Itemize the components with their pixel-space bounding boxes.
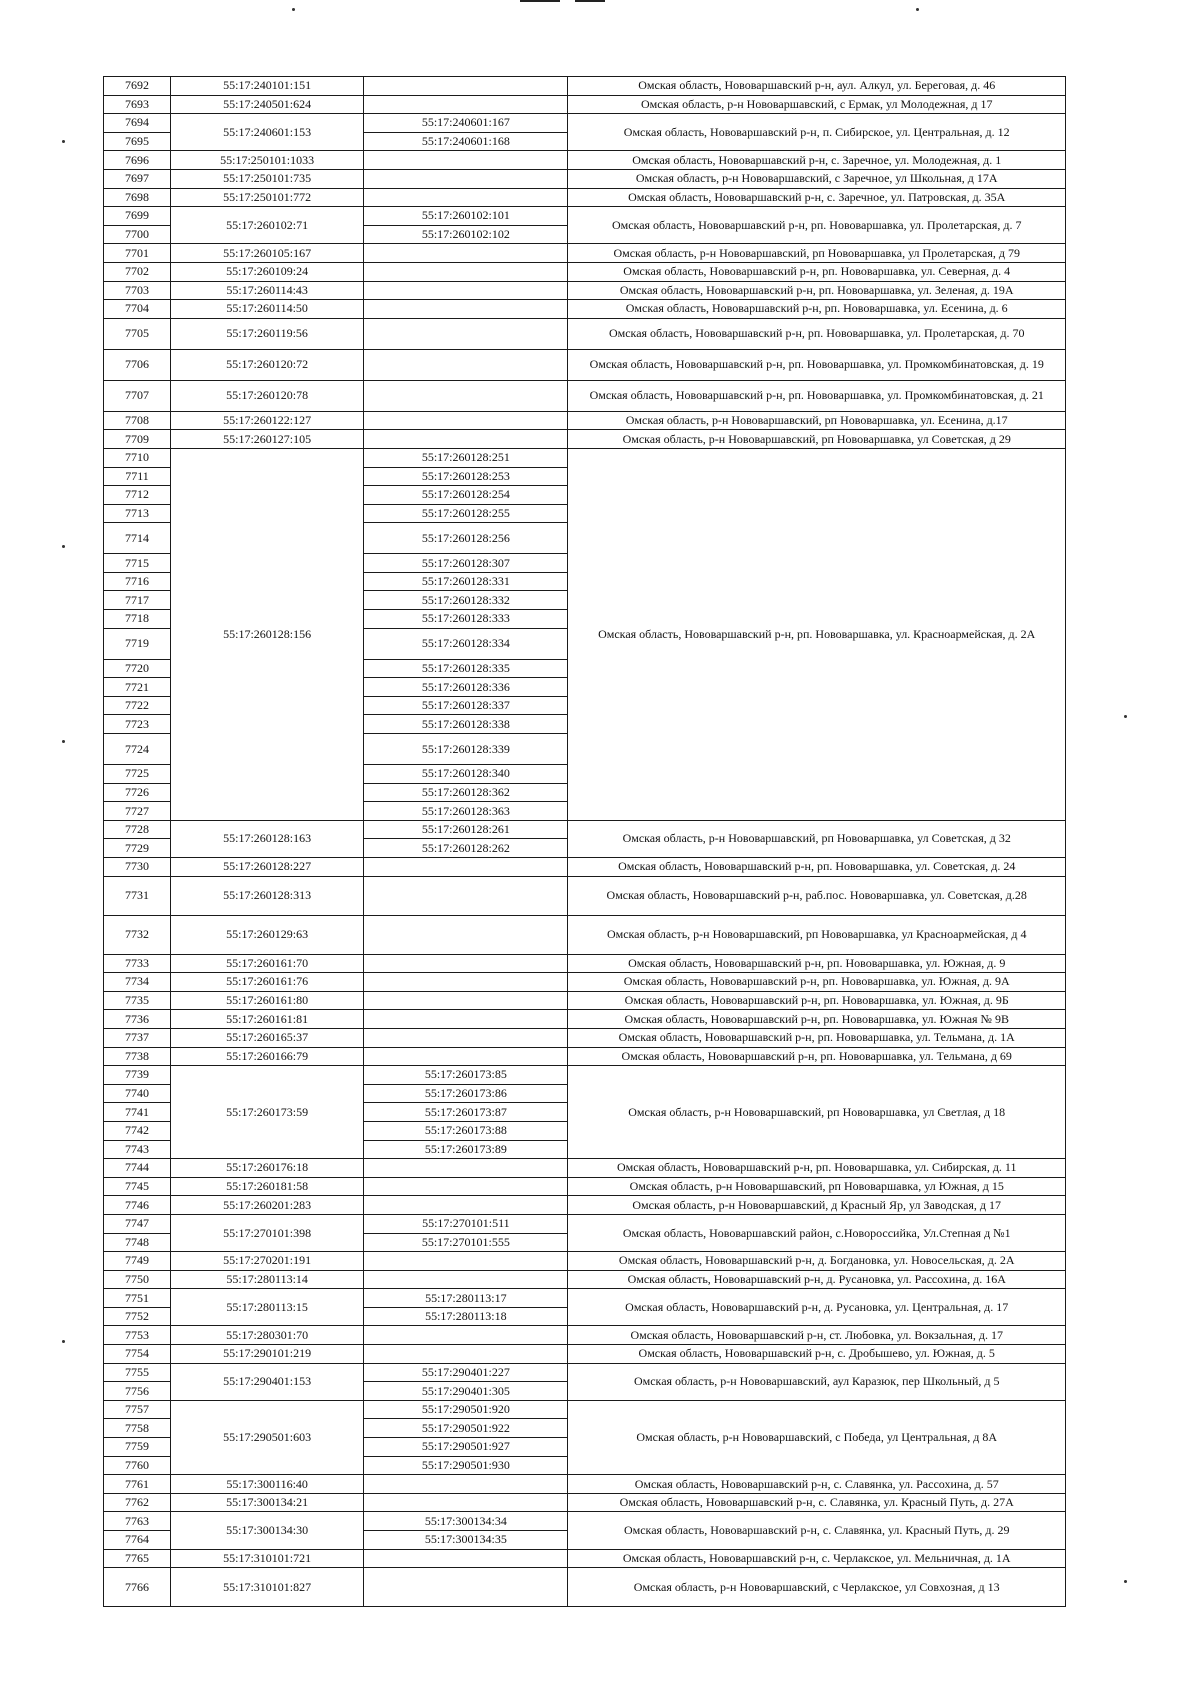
row-number-cell: 7714 bbox=[104, 523, 171, 554]
address-cell: Омская область, Нововаршавский р-н, с. Славянка, ул. Рассохина, д. 57 bbox=[568, 1475, 1066, 1494]
row-number-cell: 7717 bbox=[104, 591, 171, 610]
row-number-cell: 7758 bbox=[104, 1419, 171, 1438]
row-number-cell: 7751 bbox=[104, 1289, 171, 1308]
sub-cadastral-number-cell: 55:17:260128:261 bbox=[364, 820, 568, 839]
sub-cadastral-number-cell: 55:17:260128:331 bbox=[364, 572, 568, 591]
address-cell: Омская область, Нововаршавский р-н, п. Сибирское, ул. Центральная, д. 12 bbox=[568, 114, 1066, 151]
row-number-cell: 7724 bbox=[104, 734, 171, 765]
address-cell: Омская область, р-н Нововаршавский, с Заречное, ул Школьная, д 17А bbox=[568, 169, 1066, 188]
table-row bbox=[104, 876, 1066, 915]
address-cell: Омская область, Нововаршавский р-н, с. Заречное, ул. Молодежная, д. 1 bbox=[568, 151, 1066, 170]
table-row bbox=[104, 1066, 1066, 1085]
sub-cadastral-number-cell: 55:17:260173:87 bbox=[364, 1103, 568, 1122]
address-cell: Омская область, Нововаршавский р-н, ст. Любовка, ул. Вокзальная, д. 17 bbox=[568, 1326, 1066, 1345]
address-cell: Омская область, Нововаршавский район, с.Новороссийка, Ул.Степная д №1 bbox=[568, 1214, 1066, 1251]
cadastral-number-cell: 55:17:300134:30 bbox=[171, 1512, 364, 1549]
empty-sub-cadastral-cell bbox=[364, 973, 568, 992]
empty-sub-cadastral-cell bbox=[364, 262, 568, 281]
cadastral-number-cell: 55:17:250101:735 bbox=[171, 169, 364, 188]
row-number-cell: 7753 bbox=[104, 1326, 171, 1345]
row-number-cell: 7731 bbox=[104, 876, 171, 915]
scan-speck bbox=[1124, 715, 1127, 718]
address-cell: Омская область, Нововаршавский р-н, рп. Нововаршавка, ул. Красноармейская, д. 2А bbox=[568, 448, 1066, 820]
table-row bbox=[104, 448, 1066, 467]
row-number-cell: 7699 bbox=[104, 207, 171, 226]
row-number-cell: 7711 bbox=[104, 467, 171, 486]
row-number-cell: 7740 bbox=[104, 1084, 171, 1103]
address-cell: Омская область, Нововаршавский р-н, рп. Нововаршавка, ул. Южная № 9В bbox=[568, 1010, 1066, 1029]
address-cell: Омская область, р-н Нововаршавский, рп Нововаршавка, ул Советская, д 29 bbox=[568, 430, 1066, 449]
table-row bbox=[104, 1475, 1066, 1494]
row-number-cell: 7695 bbox=[104, 132, 171, 151]
empty-sub-cadastral-cell bbox=[364, 1010, 568, 1029]
row-number-cell: 7760 bbox=[104, 1456, 171, 1475]
row-number-cell: 7697 bbox=[104, 169, 171, 188]
table-row bbox=[104, 1047, 1066, 1066]
table-row bbox=[104, 1363, 1066, 1382]
address-cell: Омская область, Нововаршавский р-н, д. Русановка, ул. Центральная, д. 17 bbox=[568, 1289, 1066, 1326]
cadastral-number-cell: 55:17:260201:283 bbox=[171, 1196, 364, 1215]
address-cell: Омская область, Нововаршавский р-н, рп. Нововаршавка, ул. Есенина, д. 6 bbox=[568, 300, 1066, 319]
empty-sub-cadastral-cell bbox=[364, 349, 568, 380]
address-cell: Омская область, Нововаршавский р-н, рп. Нововаршавка, ул. Южная, д. 9А bbox=[568, 973, 1066, 992]
sub-cadastral-number-cell: 55:17:260128:256 bbox=[364, 523, 568, 554]
table-row bbox=[104, 114, 1066, 133]
empty-sub-cadastral-cell bbox=[364, 1028, 568, 1047]
empty-sub-cadastral-cell bbox=[364, 188, 568, 207]
row-number-cell: 7766 bbox=[104, 1568, 171, 1607]
cadastral-number-cell: 55:17:290401:153 bbox=[171, 1363, 364, 1400]
address-cell: Омская область, р-н Нововаршавский, аул Каразюк, пер Школьный, д 5 bbox=[568, 1363, 1066, 1400]
cadastral-number-cell: 55:17:310101:827 bbox=[171, 1568, 364, 1607]
cadastral-number-cell: 55:17:260105:167 bbox=[171, 244, 364, 263]
table-row bbox=[104, 1400, 1066, 1419]
row-number-cell: 7757 bbox=[104, 1400, 171, 1419]
address-cell: Омская область, Нововаршавский р-н, с. Славянка, ул. Красный Путь, д. 27А bbox=[568, 1493, 1066, 1512]
row-number-cell: 7743 bbox=[104, 1140, 171, 1159]
row-number-cell: 7745 bbox=[104, 1177, 171, 1196]
table-row bbox=[104, 411, 1066, 430]
address-cell: Омская область, р-н Нововаршавский, с Черлакское, ул Совхозная, д 13 bbox=[568, 1568, 1066, 1607]
table-row bbox=[104, 1512, 1066, 1531]
sub-cadastral-number-cell: 55:17:260128:332 bbox=[364, 591, 568, 610]
row-number-cell: 7721 bbox=[104, 678, 171, 697]
sub-cadastral-number-cell: 55:17:260128:363 bbox=[364, 802, 568, 821]
address-cell: Омская область, Нововаршавский р-н, рп. Нововаршавка, ул. Тельмана, д 69 bbox=[568, 1047, 1066, 1066]
row-number-cell: 7764 bbox=[104, 1531, 171, 1550]
table-row bbox=[104, 1289, 1066, 1308]
sub-cadastral-number-cell: 55:17:260128:334 bbox=[364, 628, 568, 659]
cadastral-number-cell: 55:17:280113:14 bbox=[171, 1270, 364, 1289]
address-cell: Омская область, Нововаршавский р-н, рп. Нововаршавка, ул. Пролетарская, д. 7 bbox=[568, 207, 1066, 244]
row-number-cell: 7707 bbox=[104, 380, 171, 411]
table-row bbox=[104, 1326, 1066, 1345]
sub-cadastral-number-cell: 55:17:260128:307 bbox=[364, 554, 568, 573]
empty-sub-cadastral-cell bbox=[364, 1047, 568, 1066]
row-number-cell: 7730 bbox=[104, 858, 171, 877]
row-number-cell: 7750 bbox=[104, 1270, 171, 1289]
empty-sub-cadastral-cell bbox=[364, 244, 568, 263]
address-cell: Омская область, р-н Нововаршавский, рп Нововаршавка, ул Красноармейская, д 4 bbox=[568, 915, 1066, 954]
table-row bbox=[104, 1177, 1066, 1196]
table-row bbox=[104, 1010, 1066, 1029]
row-number-cell: 7748 bbox=[104, 1233, 171, 1252]
empty-sub-cadastral-cell bbox=[364, 858, 568, 877]
cadastral-number-cell: 55:17:260128:313 bbox=[171, 876, 364, 915]
row-number-cell: 7716 bbox=[104, 572, 171, 591]
empty-sub-cadastral-cell bbox=[364, 991, 568, 1010]
row-number-cell: 7749 bbox=[104, 1252, 171, 1271]
cadastral-number-cell: 55:17:240101:151 bbox=[171, 77, 364, 96]
table-row bbox=[104, 262, 1066, 281]
row-number-cell: 7727 bbox=[104, 802, 171, 821]
sub-cadastral-number-cell: 55:17:260128:336 bbox=[364, 678, 568, 697]
cadastral-number-cell: 55:17:260114:50 bbox=[171, 300, 364, 319]
cadastral-number-cell: 55:17:280113:15 bbox=[171, 1289, 364, 1326]
sub-cadastral-number-cell: 55:17:260128:339 bbox=[364, 734, 568, 765]
address-cell: Омская область, Нововаршавский р-н, рп. Нововаршавка, ул. Сибирская, д. 11 bbox=[568, 1159, 1066, 1178]
table-row bbox=[104, 77, 1066, 96]
cadastral-number-cell: 55:17:260161:70 bbox=[171, 954, 364, 973]
row-number-cell: 7704 bbox=[104, 300, 171, 319]
cadastral-number-cell: 55:17:300134:21 bbox=[171, 1493, 364, 1512]
address-cell: Омская область, Нововаршавский р-н, рп. Нововаршавка, ул. Тельмана, д. 1А bbox=[568, 1028, 1066, 1047]
address-cell: Омская область, р-н Нововаршавский, рп Нововаршавка, ул Южная, д 15 bbox=[568, 1177, 1066, 1196]
empty-sub-cadastral-cell bbox=[364, 300, 568, 319]
row-number-cell: 7715 bbox=[104, 554, 171, 573]
table-row bbox=[104, 991, 1066, 1010]
cadastral-number-cell: 55:17:260161:80 bbox=[171, 991, 364, 1010]
row-number-cell: 7741 bbox=[104, 1103, 171, 1122]
address-cell: Омская область, Нововаршавский р-н, с. Дробышево, ул. Южная, д. 5 bbox=[568, 1345, 1066, 1364]
table-row bbox=[104, 349, 1066, 380]
cadastral-number-cell: 55:17:260161:76 bbox=[171, 973, 364, 992]
row-number-cell: 7712 bbox=[104, 486, 171, 505]
row-number-cell: 7729 bbox=[104, 839, 171, 858]
empty-sub-cadastral-cell bbox=[364, 151, 568, 170]
empty-sub-cadastral-cell bbox=[364, 1493, 568, 1512]
empty-sub-cadastral-cell bbox=[364, 1270, 568, 1289]
sub-cadastral-number-cell: 55:17:260128:333 bbox=[364, 610, 568, 629]
address-cell: Омская область, Нововаршавский р-н, с. Заречное, ул. Патровская, д. 35А bbox=[568, 188, 1066, 207]
table-row bbox=[104, 973, 1066, 992]
empty-sub-cadastral-cell bbox=[364, 1177, 568, 1196]
cadastral-number-cell: 55:17:260129:63 bbox=[171, 915, 364, 954]
table-row bbox=[104, 207, 1066, 226]
sub-cadastral-number-cell: 55:17:260128:254 bbox=[364, 486, 568, 505]
sub-cadastral-number-cell: 55:17:260128:255 bbox=[364, 504, 568, 523]
cadastral-number-cell: 55:17:240501:624 bbox=[171, 95, 364, 114]
table-row bbox=[104, 380, 1066, 411]
sub-cadastral-number-cell: 55:17:260128:362 bbox=[364, 783, 568, 802]
table-row bbox=[104, 1159, 1066, 1178]
row-number-cell: 7701 bbox=[104, 244, 171, 263]
address-cell: Омская область, р-н Нововаршавский, с Победа, ул Центральная, д 8А bbox=[568, 1400, 1066, 1474]
sub-cadastral-number-cell: 55:17:290501:922 bbox=[364, 1419, 568, 1438]
row-number-cell: 7700 bbox=[104, 225, 171, 244]
empty-sub-cadastral-cell bbox=[364, 77, 568, 96]
cadastral-number-cell: 55:17:300116:40 bbox=[171, 1475, 364, 1494]
table-row bbox=[104, 1345, 1066, 1364]
row-number-cell: 7705 bbox=[104, 318, 171, 349]
sub-cadastral-number-cell: 55:17:270101:555 bbox=[364, 1233, 568, 1252]
table-row bbox=[104, 820, 1066, 839]
row-number-cell: 7725 bbox=[104, 765, 171, 784]
sub-cadastral-number-cell: 55:17:260173:85 bbox=[364, 1066, 568, 1085]
sub-cadastral-number-cell: 55:17:290401:227 bbox=[364, 1363, 568, 1382]
cadastral-number-cell: 55:17:280301:70 bbox=[171, 1326, 364, 1345]
cadastral-number-cell: 55:17:290501:603 bbox=[171, 1400, 364, 1474]
row-number-cell: 7734 bbox=[104, 973, 171, 992]
row-number-cell: 7752 bbox=[104, 1307, 171, 1326]
row-number-cell: 7722 bbox=[104, 696, 171, 715]
sub-cadastral-number-cell: 55:17:260102:102 bbox=[364, 225, 568, 244]
empty-sub-cadastral-cell bbox=[364, 1326, 568, 1345]
table-row bbox=[104, 281, 1066, 300]
row-number-cell: 7762 bbox=[104, 1493, 171, 1512]
empty-sub-cadastral-cell bbox=[364, 318, 568, 349]
row-number-cell: 7755 bbox=[104, 1363, 171, 1382]
row-number-cell: 7738 bbox=[104, 1047, 171, 1066]
empty-sub-cadastral-cell bbox=[364, 411, 568, 430]
row-number-cell: 7759 bbox=[104, 1438, 171, 1457]
row-number-cell: 7698 bbox=[104, 188, 171, 207]
cadastral-registry-table bbox=[103, 76, 1066, 1607]
sub-cadastral-number-cell: 55:17:270101:511 bbox=[364, 1214, 568, 1233]
scan-edge-mark-right bbox=[575, 0, 605, 2]
registry-body bbox=[104, 77, 1066, 1607]
cadastral-number-cell: 55:17:290101:219 bbox=[171, 1345, 364, 1364]
cadastral-number-cell: 55:17:260119:56 bbox=[171, 318, 364, 349]
address-cell: Омская область, р-н Нововаршавский, рп Нововаршавка, ул Светлая, д 18 bbox=[568, 1066, 1066, 1159]
table-row bbox=[104, 95, 1066, 114]
address-cell: Омская область, Нововаршавский р-н, рп. Нововаршавка, ул. Промкомбинатовская, д. 19 bbox=[568, 349, 1066, 380]
row-number-cell: 7723 bbox=[104, 715, 171, 734]
row-number-cell: 7694 bbox=[104, 114, 171, 133]
cadastral-number-cell: 55:17:260120:72 bbox=[171, 349, 364, 380]
table-row bbox=[104, 318, 1066, 349]
table-row bbox=[104, 858, 1066, 877]
table-row bbox=[104, 915, 1066, 954]
row-number-cell: 7733 bbox=[104, 954, 171, 973]
address-cell: Омская область, р-н Нововаршавский, рп Нововаршавка, ул Пролетарская, д 79 bbox=[568, 244, 1066, 263]
address-cell: Омская область, Нововаршавский р-н, рп. Нововаршавка, ул. Северная, д. 4 bbox=[568, 262, 1066, 281]
table-row bbox=[104, 151, 1066, 170]
row-number-cell: 7763 bbox=[104, 1512, 171, 1531]
address-cell: Омская область, Нововаршавский р-н, д. Богдановка, ул. Новосельская, д. 2А bbox=[568, 1252, 1066, 1271]
cadastral-number-cell: 55:17:250101:1033 bbox=[171, 151, 364, 170]
table-row bbox=[104, 1028, 1066, 1047]
row-number-cell: 7728 bbox=[104, 820, 171, 839]
table-row bbox=[104, 1196, 1066, 1215]
scan-speck bbox=[1124, 1580, 1127, 1583]
row-number-cell: 7720 bbox=[104, 659, 171, 678]
sub-cadastral-number-cell: 55:17:260173:88 bbox=[364, 1121, 568, 1140]
cadastral-number-cell: 55:17:260176:18 bbox=[171, 1159, 364, 1178]
row-number-cell: 7747 bbox=[104, 1214, 171, 1233]
cadastral-number-cell: 55:17:260181:58 bbox=[171, 1177, 364, 1196]
row-number-cell: 7737 bbox=[104, 1028, 171, 1047]
row-number-cell: 7761 bbox=[104, 1475, 171, 1494]
table-row bbox=[104, 169, 1066, 188]
scan-speck bbox=[62, 740, 65, 743]
address-cell: Омская область, Нововаршавский р-н, с. Черлакское, ул. Мельничная, д. 1А bbox=[568, 1549, 1066, 1568]
row-number-cell: 7713 bbox=[104, 504, 171, 523]
sub-cadastral-number-cell: 55:17:240601:168 bbox=[364, 132, 568, 151]
cadastral-number-cell: 55:17:260165:37 bbox=[171, 1028, 364, 1047]
scan-speck bbox=[292, 8, 295, 11]
cadastral-number-cell: 55:17:260120:78 bbox=[171, 380, 364, 411]
row-number-cell: 7703 bbox=[104, 281, 171, 300]
cadastral-number-cell: 55:17:260128:227 bbox=[171, 858, 364, 877]
empty-sub-cadastral-cell bbox=[364, 1475, 568, 1494]
row-number-cell: 7718 bbox=[104, 610, 171, 629]
scan-speck bbox=[62, 1340, 65, 1343]
cadastral-number-cell: 55:17:250101:772 bbox=[171, 188, 364, 207]
row-number-cell: 7746 bbox=[104, 1196, 171, 1215]
empty-sub-cadastral-cell bbox=[364, 1549, 568, 1568]
row-number-cell: 7692 bbox=[104, 77, 171, 96]
row-number-cell: 7739 bbox=[104, 1066, 171, 1085]
sub-cadastral-number-cell: 55:17:300134:35 bbox=[364, 1531, 568, 1550]
row-number-cell: 7708 bbox=[104, 411, 171, 430]
empty-sub-cadastral-cell bbox=[364, 876, 568, 915]
table-row bbox=[104, 1493, 1066, 1512]
cadastral-number-cell: 55:17:310101:721 bbox=[171, 1549, 364, 1568]
sub-cadastral-number-cell: 55:17:260128:262 bbox=[364, 839, 568, 858]
empty-sub-cadastral-cell bbox=[364, 1568, 568, 1607]
address-cell: Омская область, Нововаршавский р-н, рп. Нововаршавка, ул. Советская, д. 24 bbox=[568, 858, 1066, 877]
cadastral-number-cell: 55:17:240601:153 bbox=[171, 114, 364, 151]
cadastral-number-cell: 55:17:260102:71 bbox=[171, 207, 364, 244]
row-number-cell: 7754 bbox=[104, 1345, 171, 1364]
table-row bbox=[104, 430, 1066, 449]
table-row bbox=[104, 954, 1066, 973]
scan-speck bbox=[916, 8, 919, 11]
row-number-cell: 7726 bbox=[104, 783, 171, 802]
address-cell: Омская область, р-н Нововаршавский, рп Нововаршавка, ул. Есенина, д.17 bbox=[568, 411, 1066, 430]
sub-cadastral-number-cell: 55:17:300134:34 bbox=[364, 1512, 568, 1531]
sub-cadastral-number-cell: 55:17:280113:18 bbox=[364, 1307, 568, 1326]
sub-cadastral-number-cell: 55:17:260173:89 bbox=[364, 1140, 568, 1159]
sub-cadastral-number-cell: 55:17:260102:101 bbox=[364, 207, 568, 226]
empty-sub-cadastral-cell bbox=[364, 1345, 568, 1364]
row-number-cell: 7765 bbox=[104, 1549, 171, 1568]
empty-sub-cadastral-cell bbox=[364, 430, 568, 449]
table-row bbox=[104, 1568, 1066, 1607]
row-number-cell: 7719 bbox=[104, 628, 171, 659]
empty-sub-cadastral-cell bbox=[364, 1252, 568, 1271]
table-row bbox=[104, 244, 1066, 263]
address-cell: Омская область, Нововаршавский р-н, рп. Нововаршавка, ул. Пролетарская, д. 70 bbox=[568, 318, 1066, 349]
empty-sub-cadastral-cell bbox=[364, 954, 568, 973]
address-cell: Омская область, Нововаршавский р-н, рп. Нововаршавка, ул. Южная, д. 9Б bbox=[568, 991, 1066, 1010]
address-cell: Омская область, Нововаршавский р-н, рп. Нововаршавка, ул. Южная, д. 9 bbox=[568, 954, 1066, 973]
cadastral-number-cell: 55:17:260173:59 bbox=[171, 1066, 364, 1159]
sub-cadastral-number-cell: 55:17:240601:167 bbox=[364, 114, 568, 133]
empty-sub-cadastral-cell bbox=[364, 169, 568, 188]
sub-cadastral-number-cell: 55:17:290401:305 bbox=[364, 1382, 568, 1401]
empty-sub-cadastral-cell bbox=[364, 1159, 568, 1178]
address-cell: Омская область, Нововаршавский р-н, с. Славянка, ул. Красный Путь, д. 29 bbox=[568, 1512, 1066, 1549]
empty-sub-cadastral-cell bbox=[364, 915, 568, 954]
address-cell: Омская область, р-н Нововаршавский, с Ермак, ул Молодежная, д 17 bbox=[568, 95, 1066, 114]
row-number-cell: 7744 bbox=[104, 1159, 171, 1178]
scan-speck bbox=[62, 545, 65, 548]
sub-cadastral-number-cell: 55:17:260173:86 bbox=[364, 1084, 568, 1103]
cadastral-number-cell: 55:17:260166:79 bbox=[171, 1047, 364, 1066]
table-row bbox=[104, 1214, 1066, 1233]
empty-sub-cadastral-cell bbox=[364, 281, 568, 300]
cadastral-number-cell: 55:17:260114:43 bbox=[171, 281, 364, 300]
sub-cadastral-number-cell: 55:17:290501:927 bbox=[364, 1438, 568, 1457]
row-number-cell: 7702 bbox=[104, 262, 171, 281]
sub-cadastral-number-cell: 55:17:260128:253 bbox=[364, 467, 568, 486]
empty-sub-cadastral-cell bbox=[364, 380, 568, 411]
cadastral-number-cell: 55:17:260128:163 bbox=[171, 820, 364, 857]
cadastral-number-cell: 55:17:270201:191 bbox=[171, 1252, 364, 1271]
row-number-cell: 7735 bbox=[104, 991, 171, 1010]
sub-cadastral-number-cell: 55:17:260128:335 bbox=[364, 659, 568, 678]
empty-sub-cadastral-cell bbox=[364, 95, 568, 114]
sub-cadastral-number-cell: 55:17:260128:251 bbox=[364, 448, 568, 467]
cadastral-number-cell: 55:17:260128:156 bbox=[171, 448, 364, 820]
address-cell: Омская область, Нововаршавский р-н, д. Русановка, ул. Рассохина, д. 16А bbox=[568, 1270, 1066, 1289]
address-cell: Омская область, Нововаршавский р-н, раб.пос. Нововаршавка, ул. Советская, д.28 bbox=[568, 876, 1066, 915]
row-number-cell: 7732 bbox=[104, 915, 171, 954]
cadastral-number-cell: 55:17:260161:81 bbox=[171, 1010, 364, 1029]
sub-cadastral-number-cell: 55:17:260128:340 bbox=[364, 765, 568, 784]
table-row bbox=[104, 188, 1066, 207]
row-number-cell: 7709 bbox=[104, 430, 171, 449]
sub-cadastral-number-cell: 55:17:290501:930 bbox=[364, 1456, 568, 1475]
sub-cadastral-number-cell: 55:17:280113:17 bbox=[364, 1289, 568, 1308]
sub-cadastral-number-cell: 55:17:290501:920 bbox=[364, 1400, 568, 1419]
scan-edge-mark-left bbox=[520, 0, 560, 2]
row-number-cell: 7693 bbox=[104, 95, 171, 114]
empty-sub-cadastral-cell bbox=[364, 1196, 568, 1215]
cadastral-number-cell: 55:17:260109:24 bbox=[171, 262, 364, 281]
row-number-cell: 7756 bbox=[104, 1382, 171, 1401]
table-row bbox=[104, 300, 1066, 319]
row-number-cell: 7736 bbox=[104, 1010, 171, 1029]
address-cell: Омская область, р-н Нововаршавский, д Красный Яр, ул Заводская, д 17 bbox=[568, 1196, 1066, 1215]
table-row bbox=[104, 1252, 1066, 1271]
cadastral-number-cell: 55:17:260127:105 bbox=[171, 430, 364, 449]
row-number-cell: 7742 bbox=[104, 1121, 171, 1140]
sub-cadastral-number-cell: 55:17:260128:337 bbox=[364, 696, 568, 715]
table-row bbox=[104, 1270, 1066, 1289]
table-row bbox=[104, 1549, 1066, 1568]
row-number-cell: 7706 bbox=[104, 349, 171, 380]
sub-cadastral-number-cell: 55:17:260128:338 bbox=[364, 715, 568, 734]
row-number-cell: 7710 bbox=[104, 448, 171, 467]
address-cell: Омская область, р-н Нововаршавский, рп Нововаршавка, ул Советская, д 32 bbox=[568, 820, 1066, 857]
address-cell: Омская область, Нововаршавский р-н, рп. Нововаршавка, ул. Промкомбинатовская, д. 21 bbox=[568, 380, 1066, 411]
cadastral-number-cell: 55:17:270101:398 bbox=[171, 1214, 364, 1251]
address-cell: Омская область, Нововаршавский р-н, аул. Алкул, ул. Береговая, д. 46 bbox=[568, 77, 1066, 96]
row-number-cell: 7696 bbox=[104, 151, 171, 170]
scan-speck bbox=[62, 140, 65, 143]
cadastral-number-cell: 55:17:260122:127 bbox=[171, 411, 364, 430]
address-cell: Омская область, Нововаршавский р-н, рп. Нововаршавка, ул. Зеленая, д. 19А bbox=[568, 281, 1066, 300]
